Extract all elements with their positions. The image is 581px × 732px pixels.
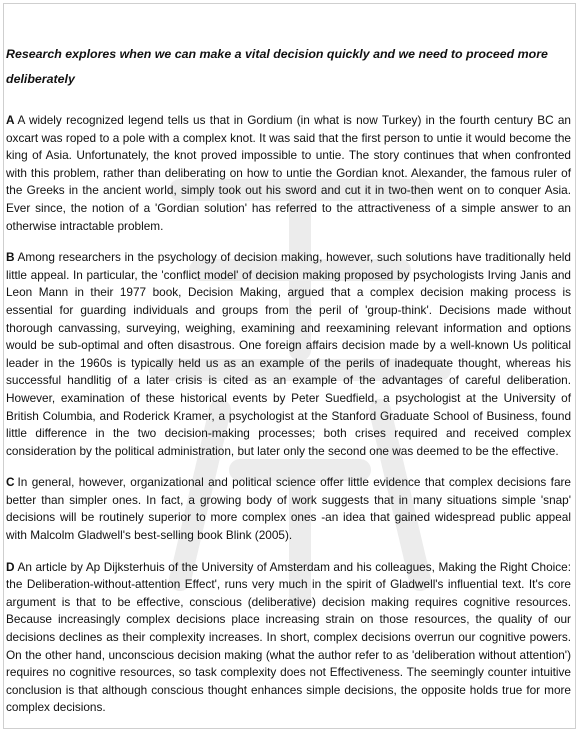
paragraph-letter: C (6, 475, 15, 490)
paragraph-text: A widely recognized legend tells us that in Gordium (in what is now Turkey) in the fourth century BC an oxcart was roped to a pole with a complex knot. It was said that the first person to untie it would become the king of Asia. Unfortunately, the knot proved impossible to untie. The story continues that when confronted with this problem, rather than deliberating on how to untie the Gordian knot. Alexander, the famous ruler of the Greeks in the ancient world, simply took out his sword and cut it in two-then went on to conquer Asia. Ever since, the notion of a 'Gordian solution' has referred to the attractiveness of a simple answer to an otherwise intractable problem. (6, 113, 571, 233)
paragraph-letter: B (6, 250, 15, 265)
paragraph-text: Among researchers in the psychology of decision making, however, such solutions have traditionally held little appeal. In particular, the 'conflict model' of decision making proposed by psychologists Irving Janis and Leon Mann in their 1977 book, Decision Making, argued that a complex decision making process is essential for guarding individuals and groups from the peril of 'group-think'. Decisions made without thorough canvassing, surveying, weighing, examining and reexamining relevant information and options would be sub-optimal and often disastrous. One foreign affairs decision made by a well-known Us political leader in the 1960s is typically held us as an example of the perils of inadequate thought, whereas his successful handlitig of a later crisis is cited as an example of the advantages of careful deliberation. However, examination of these historical events by Peter Suedfield, a psychologist at the University of British Columbia, and Roderick Kramer, a psychologist at the Stanford Graduate School of Business, found little difference in the two decision-making processes; both crises required and received complex consideration by the political administration, but later only the second one was deemed to be the effective. (6, 250, 571, 458)
passage (6, 42, 571, 731)
paragraph-b (6, 249, 571, 460)
paragraph-text: An article by Ap Dijksterhuis of the University of Amsterdam and his colleagues, Making the Right Choice: the Deliberation-without-attention Effect', runs very much in the spirit of Gladwell's influential text. It's core argument is that to be effective, conscious (deliberative) decision making requires cognitive resources. Because increasingly complex decisions place increasing strain on those resources, the quality of our decisions declines as their complexity increases. In short, complex decisions overrun our cognitive powers. On the other hand, unconscious decision making (what the author refer to as 'deliberation without attention') requires no cognitive resources, so task complexity does not Effectiveness. The seemingly counter intuitive conclusion is that although conscious thought enhances simple decisions, the opposite holds true for more complex decisions. (6, 559, 571, 715)
paragraph-a (6, 112, 571, 235)
paragraph-d (6, 559, 571, 717)
paragraph-c (6, 474, 571, 544)
paragraph-letter: D (6, 559, 15, 574)
paragraph-letter: A (6, 113, 15, 127)
paragraph-text: In general, however, organizational and political science offer little evidence that complex decisions fare better than simpler ones. In fact, a growing body of work suggests that in many situations simple 'snap' decisions will be routinely superior to more complex ones -an idea that gained widespread public appeal with Malcolm Gladwell's best-selling book Blink (2005). (6, 475, 571, 543)
passage-subtitle: Research explores when we can make a vital decision quickly and we need to proceed more deliberately (6, 47, 548, 86)
